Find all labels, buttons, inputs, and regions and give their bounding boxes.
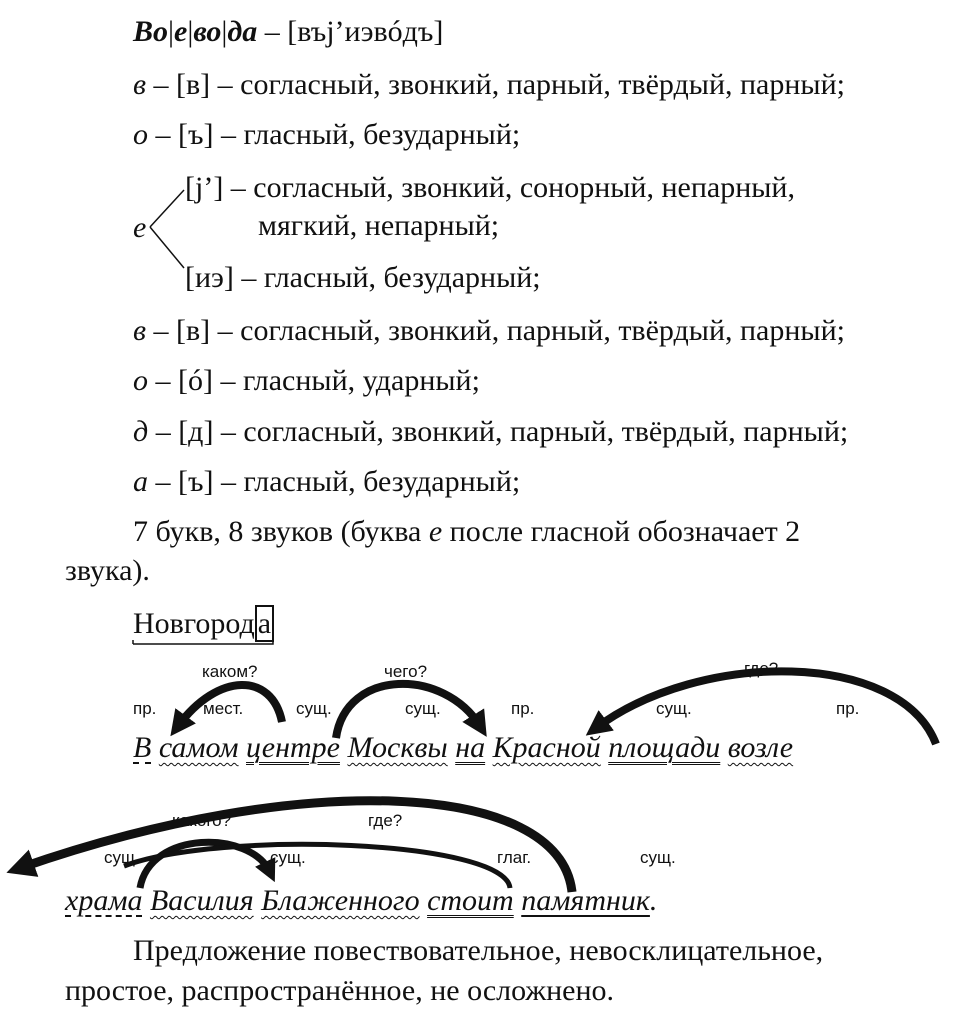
- sound-row: в – [в] – согласный, звонкий, парный, твёрдый, парный;: [133, 68, 845, 101]
- word-stem: Новгород: [133, 607, 255, 640]
- word: храма: [65, 884, 143, 917]
- word: Красной: [492, 731, 601, 764]
- sound-row: [j’] – согласный, звонкий, сонорный, непарный,: [185, 171, 795, 204]
- pos-label: пр.: [133, 699, 157, 718]
- sound-row: а – [ъ] – гласный, безударный;: [133, 465, 521, 498]
- sound-row: о – [ó] – гласный, ударный;: [133, 364, 480, 397]
- sentence-1: [133, 730, 793, 766]
- morph-word: [133, 606, 274, 642]
- word: Москвы: [347, 731, 448, 764]
- word: на: [455, 731, 486, 764]
- pos-label: глаг.: [497, 848, 532, 867]
- summary: 7 букв, 8 звуков (буква е после гласной обозначает 2: [133, 515, 801, 548]
- sentence-2: храма Василия Блаженного стоит памятник.: [65, 884, 658, 917]
- question-label: какого?: [172, 811, 232, 830]
- conclusion-line: простое, распространённое, не осложнено.: [65, 974, 615, 1007]
- sound-row: [иэ] – гласный, безударный;: [185, 261, 541, 294]
- word: Василия: [149, 884, 254, 917]
- sound-row: о – [ъ] – гласный, безударный;: [133, 118, 521, 151]
- word: Блаженного: [261, 884, 420, 917]
- word: центре: [246, 731, 340, 764]
- predicate: стоит: [427, 884, 514, 917]
- word-heading: Во|е|во|да – [въj’иэвóдъ]: [133, 15, 444, 48]
- conclusion-line: Предложение повествовательное, невосклицательное,: [133, 934, 824, 967]
- question-label: каком?: [202, 662, 258, 681]
- question-label: где?: [368, 811, 403, 830]
- sound-row: д – [д] – согласный, звонкий, парный, твёрдый, парный;: [133, 415, 849, 448]
- word: площади: [608, 731, 721, 764]
- question-label: чего?: [384, 662, 428, 681]
- word: самом: [158, 731, 239, 764]
- pos-label: сущ.: [656, 699, 692, 718]
- subject: памятник: [521, 884, 650, 917]
- sound-row-cont: мягкий, непарный;: [258, 209, 500, 242]
- pos-label: сущ.: [296, 699, 332, 718]
- pos-label: сущ.: [640, 848, 676, 867]
- pos-label: сущ.: [104, 848, 140, 867]
- transcription: – [въj’иэвóдъ]: [257, 15, 444, 48]
- word: возле: [727, 731, 794, 764]
- pos-label: мест.: [203, 699, 244, 718]
- pos-label: сущ.: [270, 848, 306, 867]
- word: В: [133, 731, 152, 764]
- sound-row: в – [в] – согласный, звонкий, парный, твёрдый, парный;: [133, 314, 845, 347]
- pos-label: пр.: [511, 699, 535, 718]
- summary-cont: звука).: [65, 554, 150, 587]
- e-letter: е: [133, 211, 147, 244]
- question-label: где?: [744, 659, 779, 678]
- pos-label: пр.: [836, 699, 860, 718]
- word-ending: а: [255, 605, 274, 642]
- pos-label: сущ.: [405, 699, 441, 718]
